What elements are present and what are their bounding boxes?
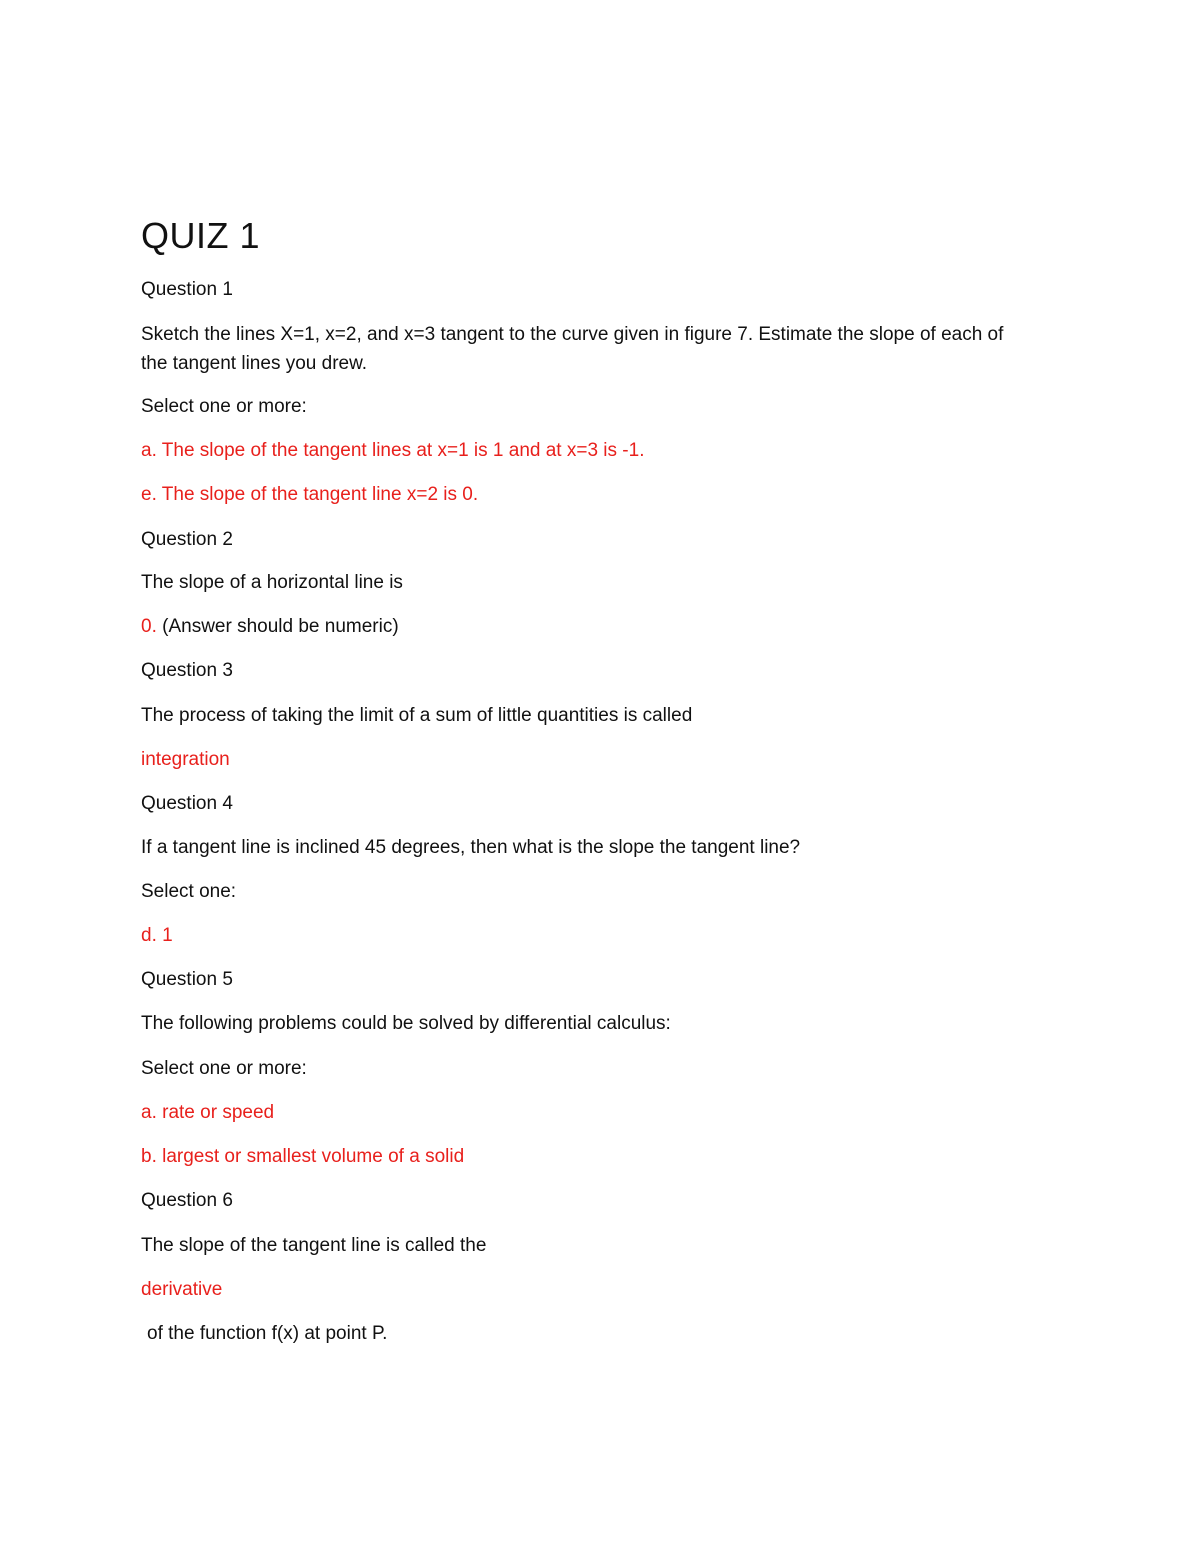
question-6-heading: Question 6 (141, 1190, 233, 1211)
question-4-prompt: If a tangent line is inclined 45 degrees, then what is the slope the tangent line? (141, 837, 801, 858)
question-1-heading: Question 1 (141, 279, 233, 300)
question-4-heading: Question 4 (141, 793, 233, 814)
question-5-prompt: The following problems could be solved by differential calculus: (141, 1013, 671, 1034)
quiz-title: QUIZ 1 (141, 215, 261, 256)
question-5-answer-b: b. largest or smallest volume of a solid (141, 1146, 465, 1167)
question-2-answer: 0. (141, 616, 157, 637)
question-4-instruction: Select one: (141, 881, 237, 902)
question-6-prompt: The slope of the tangent line is called the (141, 1235, 487, 1256)
question-2-note: (Answer should be numeric) (156, 616, 399, 637)
question-3-answer: integration (141, 749, 230, 770)
question-6-continuation: of the function f(x) at point P. (147, 1323, 388, 1344)
question-2-heading: Question 2 (141, 529, 233, 550)
question-1-prompt-line-1: Sketch the lines X=1, x=2, and x=3 tangent to the curve given in figure 7. Estimate the slope of each of (141, 324, 1004, 345)
question-6-answer: derivative (141, 1279, 223, 1300)
question-1-instruction: Select one or more: (141, 396, 307, 417)
question-1-prompt-line-2: the tangent lines you drew. (141, 353, 368, 374)
question-3-heading: Question 3 (141, 660, 233, 681)
question-1-answer-e: e. The slope of the tangent line x=2 is 0. (141, 484, 479, 505)
question-5-heading: Question 5 (141, 969, 233, 990)
question-2-prompt: The slope of a horizontal line is (141, 572, 403, 593)
question-1-answer-a: a. The slope of the tangent lines at x=1 is 1 and at x=3 is -1. (141, 440, 645, 461)
question-2-answer-line (141, 615, 399, 639)
question-4-answer: d. 1 (141, 925, 173, 946)
question-5-instruction: Select one or more: (141, 1058, 307, 1079)
question-5-answer-a: a. rate or speed (141, 1102, 275, 1123)
question-3-prompt: The process of taking the limit of a sum of little quantities is called (141, 705, 693, 726)
